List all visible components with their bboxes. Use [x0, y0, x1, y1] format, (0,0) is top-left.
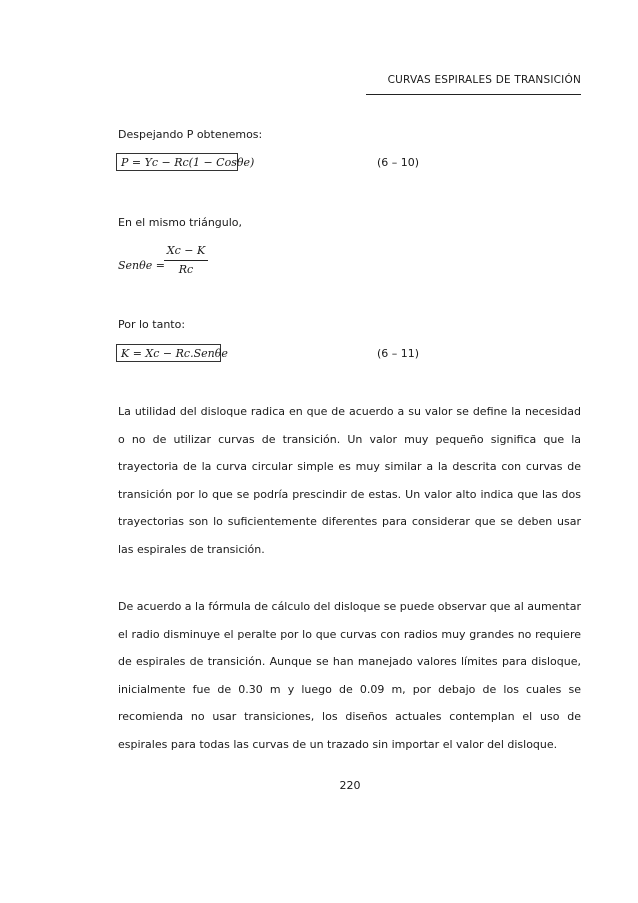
equation-sin-fraction	[164, 244, 208, 277]
intro-text-2: En el mismo triángulo,	[118, 216, 243, 229]
fraction-bar	[164, 260, 208, 261]
equation-6-11: K = Xc − Rc.Senθe	[116, 344, 221, 362]
intro-text-1: Despejando P obtenemos:	[118, 128, 263, 141]
equation-number-6-11: (6 – 11)	[377, 347, 420, 360]
fraction-denominator: Rc	[178, 263, 194, 276]
fraction-numerator: Xc − K	[166, 244, 206, 257]
intro-text-3: Por lo tanto:	[118, 318, 186, 331]
page-number: 220	[339, 779, 361, 792]
equation-sin-left: Senθe =	[118, 259, 165, 272]
running-header: CURVAS ESPIRALES DE TRANSICIÓN	[387, 74, 581, 86]
equation-number-6-10: (6 – 10)	[377, 156, 420, 169]
equation-6-10: P = Yc − Rc(1 − Cosθe)	[116, 153, 238, 171]
paragraph-1: La utilidad del disloque radica en que de acuerdo a su valor se define la necesidad o no de utilizar curvas de transición. Un valor muy pequeño significa que la trayectoria de la curva circular simple es muy similar a la descrita con curvas de transición por lo que se podría prescindir de estas. Un valor alto indica que las dos trayectorias son lo suficientemente diferentes para considerar que se deben usar las espirales de transición.	[118, 405, 581, 556]
header-rule	[366, 94, 581, 95]
paragraph-2: De acuerdo a la fórmula de cálculo del disloque se puede observar que al aumentar el radio disminuye el peralte por lo que curvas con radios muy grandes no requiere de espirales de transición. Aunque se han manejado valores límites para disloque, inicialmente fue de 0.30 m y luego de 0.09 m, por debajo de los cuales se recomienda no usar transiciones, los diseños actuales contemplan el uso de espirales para todas las curvas de un trazado sin importar el valor del disloque.	[118, 600, 581, 751]
